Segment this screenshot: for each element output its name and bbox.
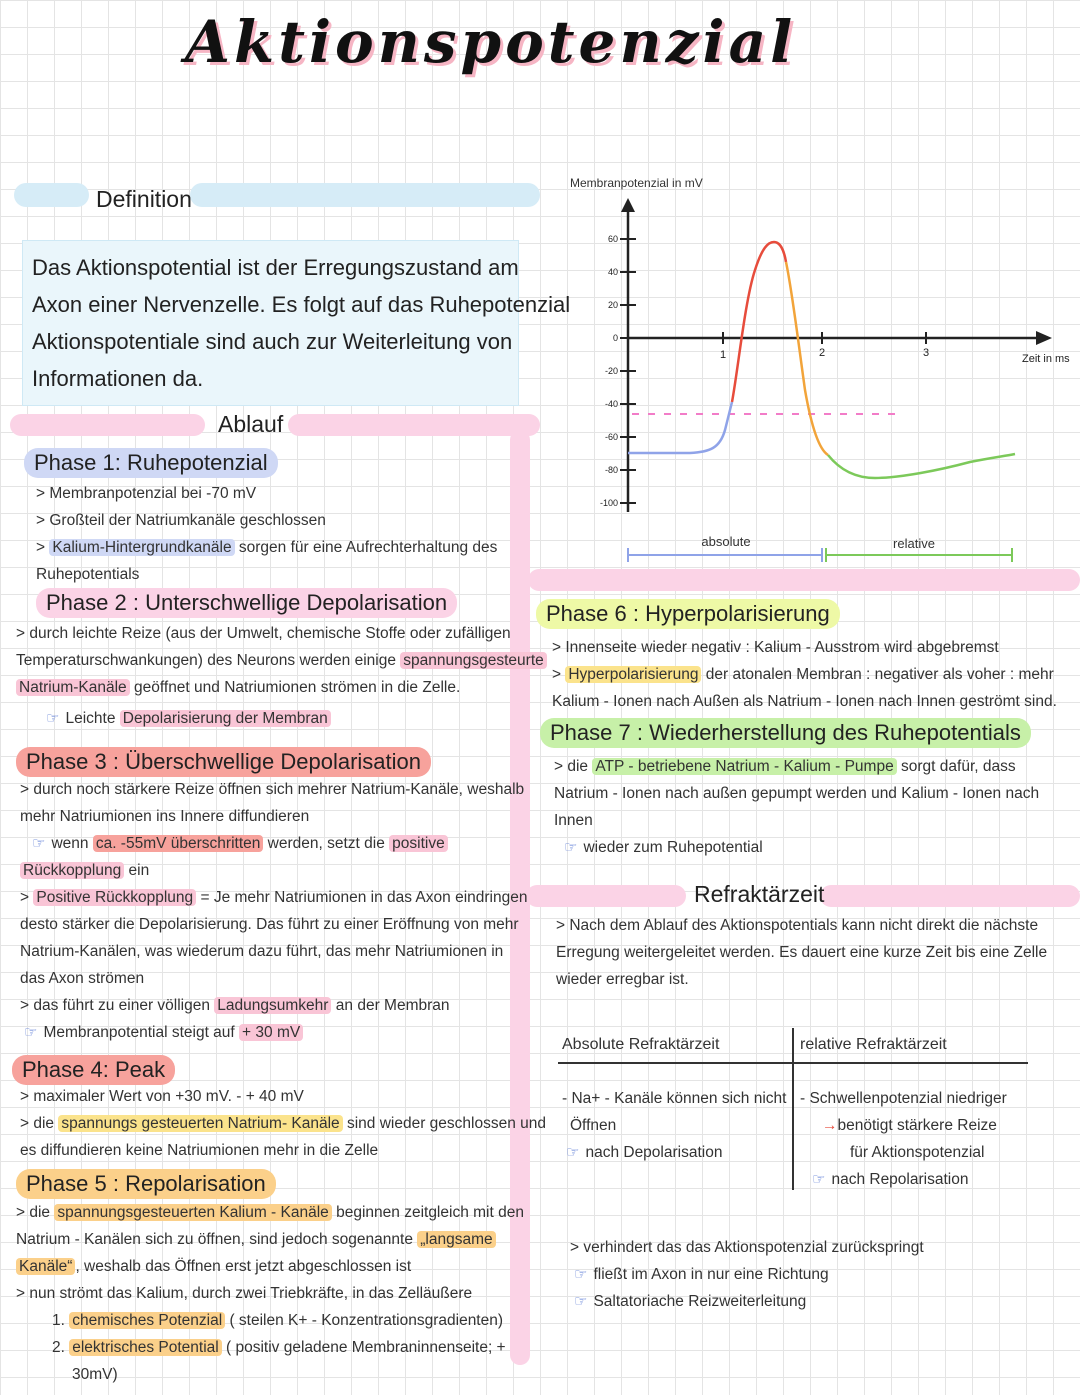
y-tick-label: -60 [604, 432, 618, 442]
definition-heading: Definition [96, 186, 192, 212]
definition-line-2: Axon einer Nervenzelle. Es folgt auf das Ruhepotenzial [32, 292, 571, 317]
highlight: Kanäle“ [16, 1258, 75, 1275]
refraktaer-line-1: > Nach dem Ablauf des Aktionspotentials kann nicht direkt die nächste [556, 917, 1039, 934]
rel-line-2: →benötigt stärkere Reize [822, 1117, 997, 1134]
x-axis-label: Zeit in ms [1022, 353, 1070, 365]
phase1-title: Phase 1: Ruhepotenzial [24, 448, 278, 478]
definition-line-4: Informationen da. [32, 366, 204, 391]
refraktaer-heading: Refraktärzeit [694, 881, 825, 907]
pointing-hand-icon: ☞ [564, 839, 578, 856]
highlight: elektrisches Potential [69, 1339, 221, 1356]
table-col-relative [800, 1085, 1007, 1193]
phase3-line-8: das Axon strömen [20, 970, 145, 987]
phase2-line-2: Temperaturschwankungen) des Neurons werden einige spannungsgesteurte [16, 647, 547, 674]
definition-line-1: Das Aktionspotential ist der Erregungszustand am [32, 255, 519, 280]
phase4-text [20, 1083, 546, 1164]
phase1-line-4: Ruhepotentials [36, 566, 140, 583]
phase3-line-5: > Positive Rückkopplung = Je mehr Natriumionen in das Axon eindringen [20, 889, 528, 906]
y-tick-label: -100 [599, 498, 618, 508]
phase3-line-1: > durch noch stärkere Reize öffnen sich mehrer Natrium-Kanäle, weshalb [20, 781, 525, 798]
chart-ylabel: Membranpotenzial in mV [570, 176, 703, 190]
phase3-line-10: ☞ Membranpotential steigt auf + 30 mV [20, 1019, 527, 1046]
phase6-line-2: > Hyperpolarisierung der atonalen Membran : negativer als voher : mehr [552, 666, 1054, 683]
curve-after [828, 454, 1015, 478]
phase5-title: Phase 5 : Repolarisation [16, 1169, 276, 1199]
table-divider-vertical [792, 1028, 794, 1190]
relative-label: relative [893, 536, 935, 551]
y-tick-label: 60 [607, 234, 618, 244]
pointing-hand-icon: ☞ [574, 1293, 588, 1310]
highlight: Rückkopplung [20, 862, 124, 879]
footer-line-2: ☞ fließt im Axon in nur eine Richtung [570, 1261, 924, 1288]
definition-line-3: Aktionspotentiale sind auch zur Weiterleitung von [32, 329, 513, 354]
phase1-line-3: > Kalium-Hintergrundkanäle sorgen für eine Aufrechterhaltung des [36, 539, 498, 556]
membrane-potential-chart [540, 190, 1080, 570]
highlight: spannungsgesteurte [400, 652, 546, 669]
phase2-title: Phase 2 : Unterschwellige Depolarisation [36, 588, 457, 618]
highlight: chemisches Potenzial [69, 1312, 225, 1329]
highlight: „langsame [417, 1231, 495, 1248]
y-tick-label: -80 [604, 465, 618, 475]
x-tick-label: 2 [818, 347, 826, 359]
chart-bottom-bar [528, 569, 1080, 591]
pointing-hand-icon: ☞ [812, 1171, 826, 1188]
y-axis-arrow [621, 198, 635, 212]
highlight: positive [389, 835, 448, 852]
highlight: Ladungsumkehr [214, 997, 331, 1014]
phase1-line-1: > Membranpotenzial bei -70 mV [36, 485, 257, 502]
abs-line-3: ☞ nach Depolarisation [562, 1139, 786, 1166]
phase5-line-5: 1. chemisches Potenzial ( steilen K+ - Konzentrationsgradienten) [52, 1312, 504, 1329]
table-header-absolute: Absolute Refraktärzeit [562, 1036, 720, 1053]
abs-line-1: - Na+ - Kanäle können sich nicht [562, 1090, 787, 1107]
phase3-line-9: > das führt zu einer völligen Ladungsumkehr an der Membran [20, 997, 450, 1014]
refraktaer-line-2: Erregung weitergeleitet werden. Es dauert eine kurze Zeit bis eine Zelle [556, 944, 1048, 961]
phase5-text [16, 1199, 524, 1388]
page-title: Aktionspotenzial [185, 8, 797, 76]
arrow-right-icon: → [822, 1117, 838, 1134]
rel-line-4: ☞ nach Repolarisation [800, 1166, 1007, 1193]
phase2-line-1: > durch leichte Reize (aus der Umwelt, chemische Stoffe oder zufälligen [16, 625, 511, 642]
pointing-hand-icon: ☞ [32, 835, 46, 852]
y-tick-label: 20 [607, 300, 618, 310]
y-tick-label: -20 [604, 366, 618, 376]
phase6-text [552, 634, 1057, 715]
phase4-line-3: es diffundieren keine Natriumionen mehr in die Zelle [20, 1142, 379, 1159]
phase2-line-4: ☞ Leichte Depolarisierung der Membran [16, 705, 547, 732]
refraktaer-bar-left [526, 885, 686, 907]
table-col-absolute [562, 1085, 786, 1166]
ablauf-heading: Ablauf [218, 411, 284, 437]
highlight: Depolarisierung der Membran [120, 710, 331, 727]
phase3-line-3: ☞ wenn ca. -55mV überschritten werden, setzt die positive [20, 830, 527, 857]
phase4-line-1: > maximaler Wert von +30 mV. - + 40 mV [20, 1088, 304, 1105]
phase6-line-1: > Innenseite wieder negativ : Kalium - Ausstrom wird abgebremst [552, 639, 999, 656]
highlight: ATP - betriebene Natrium - Kalium - Pumpe [592, 758, 896, 775]
phase1-text [36, 480, 497, 588]
highlight: Natrium-Kanäle [16, 679, 130, 696]
refraktaer-footer [570, 1234, 924, 1315]
ablauf-bar-left [10, 414, 205, 436]
highlight: Positive Rückkopplung [33, 889, 196, 906]
footer-line-3: ☞ Saltatoriache Reizweiterleitung [570, 1288, 924, 1315]
refraktaer-bar-right [820, 885, 1080, 907]
phase3-title: Phase 3 : Überschwellige Depolarisation [16, 747, 431, 777]
definition-bar-right [190, 183, 540, 207]
pointing-hand-icon: ☞ [24, 1024, 38, 1041]
phase1-line-2: > Großteil der Natriumkanäle geschlossen [36, 512, 326, 529]
phase5-line-1: > die spannungsgesteuerten Kalium - Kanäle beginnen zeitgleich mit den [16, 1204, 524, 1221]
phase3-text [20, 776, 527, 1046]
phase7-line-1: > die ATP - betriebene Natrium - Kalium - Pumpe sorgt dafür, dass [554, 758, 1016, 775]
y-tick-label: -40 [604, 399, 618, 409]
phase7-line-3: Innen [554, 812, 593, 829]
phase3-line-6: desto stärker die Depolarisierung. Das führt zu einer Eröffnung von mehr [20, 916, 519, 933]
pointing-hand-icon: ☞ [566, 1144, 580, 1161]
phase7-line-4: ☞ wieder zum Ruhepotential [554, 834, 1039, 861]
phase7-text [554, 753, 1039, 861]
phase6-line-3: Kalium - Ionen nach Außen als Natrium - Ionen nach Innen geströmt sind. [552, 693, 1057, 710]
curve-rest [628, 402, 732, 453]
phase3-line-7: Natrium-Kanälen, was wiederum dazu führt, das mehr Natriumionen in [20, 943, 504, 960]
x-tick-label: 1 [719, 349, 727, 361]
refraktaer-line-3: wieder erregbar ist. [556, 971, 689, 988]
phase5-line-4: > nun strömt das Kalium, durch zwei Triebkräfte, in das Zelläußere [16, 1285, 473, 1302]
x-axis-arrow [1036, 331, 1052, 345]
definition-bar-left [14, 183, 89, 207]
phase5-line-6: 2. elektrisches Potential ( positiv geladene Membraninnenseite; + [52, 1339, 506, 1356]
phase4-line-2: > die spannungs gesteuerten Natrium- Kanäle sind wieder geschlossen und [20, 1115, 547, 1132]
phase5-line-3: Kanäle“ , weshalb das Öffnen erst jetzt abgeschlossen ist [16, 1253, 524, 1280]
highlight: spannungs gesteuerten Natrium- Kanäle [58, 1115, 342, 1132]
definition-text [32, 249, 570, 397]
phase6-title: Phase 6 : Hyperpolarisierung [536, 599, 840, 629]
phase5-line-2: Natrium - Kanälen sich zu öffnen, sind jedoch sogenannte „langsame [16, 1226, 524, 1253]
phase2-text [16, 620, 547, 732]
phase7-title: Phase 7 : Wiederherstellung des Ruhepotentials [540, 718, 1031, 748]
phase4-title: Phase 4: Peak [12, 1055, 175, 1085]
y-tick-label: 40 [607, 267, 618, 277]
highlight: spannungsgesteuerten Kalium - Kanäle [54, 1204, 331, 1221]
highlight: Kalium-Hintergrundkanäle [49, 539, 234, 556]
highlight: Hyperpolarisierung [565, 666, 701, 683]
pointing-hand-icon: ☞ [46, 710, 60, 727]
table-header-relative: relative Refraktärzeit [800, 1036, 947, 1053]
ablauf-bar-right [288, 414, 540, 436]
x-tick-label: 3 [922, 347, 930, 359]
rel-line-1: - Schwellenpotenzial niedriger [800, 1090, 1007, 1107]
highlight: + 30 mV [239, 1024, 303, 1041]
absolute-label: absolute [701, 534, 751, 549]
pointing-hand-icon: ☞ [574, 1266, 588, 1283]
y-tick-label: 0 [612, 333, 618, 343]
abs-line-2: Öffnen [570, 1117, 617, 1134]
curve-rise [732, 242, 786, 402]
highlight: ca. -55mV überschritten [93, 835, 264, 852]
phase3-line-4: Rückkopplung ein [20, 857, 527, 884]
rel-line-3: für Aktionspotenzial [850, 1144, 985, 1161]
phase5-line-7: 30mV) [72, 1366, 118, 1383]
phase7-line-2: Natrium - Ionen nach außen gepumpt werden und Kalium - Ionen nach [554, 785, 1040, 802]
refraktaer-text [556, 912, 1047, 993]
phase3-line-2: mehr Natriumionen ins Innere diffundieren [20, 808, 310, 825]
footer-line-1: > verhindert das das Aktionspotenzial zurückspringt [570, 1239, 924, 1256]
phase2-line-3: Natrium-Kanäle geöffnet und Natriumionen strömen in die Zelle. [16, 674, 547, 701]
